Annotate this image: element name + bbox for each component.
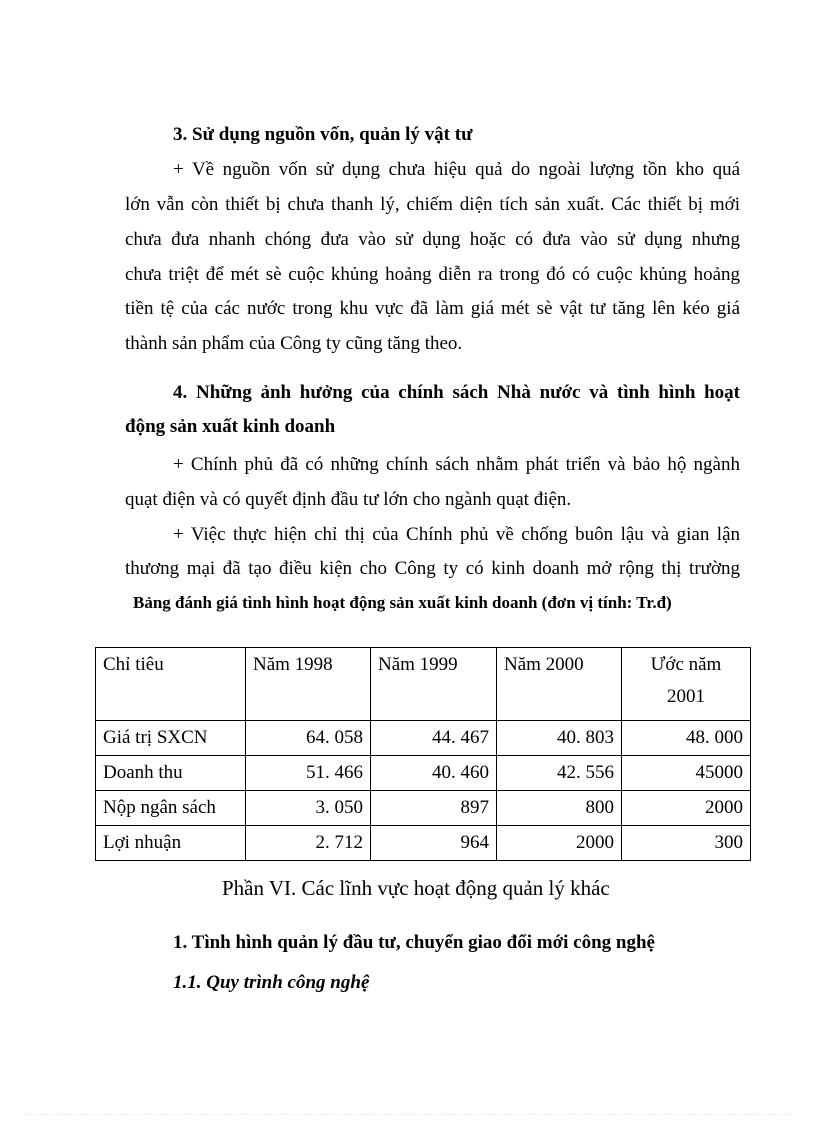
header-2001-line-2: 2001: [667, 686, 705, 707]
section-3-line-6: thành sản phẩm của Công ty cũng tăng theo.: [125, 333, 463, 354]
cell-2000: 40. 803: [497, 721, 622, 756]
part-6-heading-1: 1. Tình hình quản lý đầu tư, chuyển giao đổi mới công nghệ: [173, 932, 655, 953]
row-label: Lợi nhuận: [96, 826, 246, 861]
cell-1999: 964: [371, 826, 497, 861]
page-footer-rule: [25, 1114, 791, 1115]
section-3-line-2: lớn vẫn còn thiết bị chưa thanh lý, chiếm diện tích sản xuất. Các thiết bị mới: [125, 194, 740, 215]
cell-2001: 300: [622, 826, 751, 861]
part-6-title: Phần VI. Các lĩnh vực hoạt động quản lý khác: [222, 876, 610, 900]
header-1999: Năm 1999: [371, 648, 497, 721]
section-3-line-5: tiền tệ của các nước trong khu vực đã làm giá mét sè vật tư tăng lên kéo giá: [125, 298, 740, 319]
cell-2001: 45000: [622, 756, 751, 791]
table-header-row: [96, 648, 751, 721]
section-4-line-1: + Chính phủ đã có những chính sách nhằm phát triển và bảo hộ ngành: [173, 454, 740, 475]
cell-1999: 40. 460: [371, 756, 497, 791]
cell-1998: 64. 058: [246, 721, 371, 756]
section-4-line-4: thương mại đã tạo điều kiện cho Công ty có kinh doanh mở rộng thị trường: [125, 558, 740, 579]
cell-1998: 51. 466: [246, 756, 371, 791]
section-3-line-4: chưa triệt để mét sè cuộc khủng hoảng diễn ra trong đó có cuộc khủng hoảng: [125, 264, 740, 285]
cell-2000: 42. 556: [497, 756, 622, 791]
row-label: Doanh thu: [96, 756, 246, 791]
section-3-line-3: chưa đưa nhanh chóng đưa vào sử dụng hoặc có đưa vào sử dụng nhưng: [125, 229, 740, 250]
section-3-heading: 3. Sử dụng nguồn vốn, quản lý vật tư: [173, 124, 473, 145]
section-4-line-3: + Việc thực hiện chỉ thị của Chính phủ về chống buôn lậu và gian lận: [173, 524, 740, 545]
cell-1999: 897: [371, 791, 497, 826]
header-indicator: Chỉ tiêu: [96, 648, 246, 721]
section-4-heading-line-1: 4. Những ảnh hưởng của chính sách Nhà nước và tình hình hoạt: [173, 382, 740, 403]
row-label: Nộp ngân sách: [96, 791, 246, 826]
header-2001-line-1: Ước năm: [650, 654, 722, 675]
table-row: [96, 721, 751, 756]
section-4-heading-line-2: động sản xuất kinh doanh: [125, 416, 336, 437]
table-caption: Bảng đánh giá tình hình hoạt động sản xuất kinh doanh (đơn vị tính: Tr.đ): [133, 593, 672, 612]
part-6-subheading: 1.1. Quy trình công nghệ: [173, 972, 370, 993]
cell-2001: 2000: [622, 791, 751, 826]
header-2000: Năm 2000: [497, 648, 622, 721]
cell-1999: 44. 467: [371, 721, 497, 756]
header-2001-estimate: [622, 648, 751, 721]
business-results-table: [95, 647, 751, 861]
cell-2001: 48. 000: [622, 721, 751, 756]
header-1998: Năm 1998: [246, 648, 371, 721]
table-row: [96, 756, 751, 791]
row-label: Giá trị SXCN: [96, 721, 246, 756]
cell-1998: 3. 050: [246, 791, 371, 826]
section-4-line-2: quạt điện và có quyết định đầu tư lớn cho ngành quạt điện.: [125, 489, 572, 510]
cell-1998: 2. 712: [246, 826, 371, 861]
cell-2000: 800: [497, 791, 622, 826]
section-3-line-1: + Về nguồn vốn sử dụng chưa hiệu quả do ngoài lượng tồn kho quá: [173, 159, 740, 180]
cell-2000: 2000: [497, 826, 622, 861]
table-row: [96, 826, 751, 861]
table-row: [96, 791, 751, 826]
